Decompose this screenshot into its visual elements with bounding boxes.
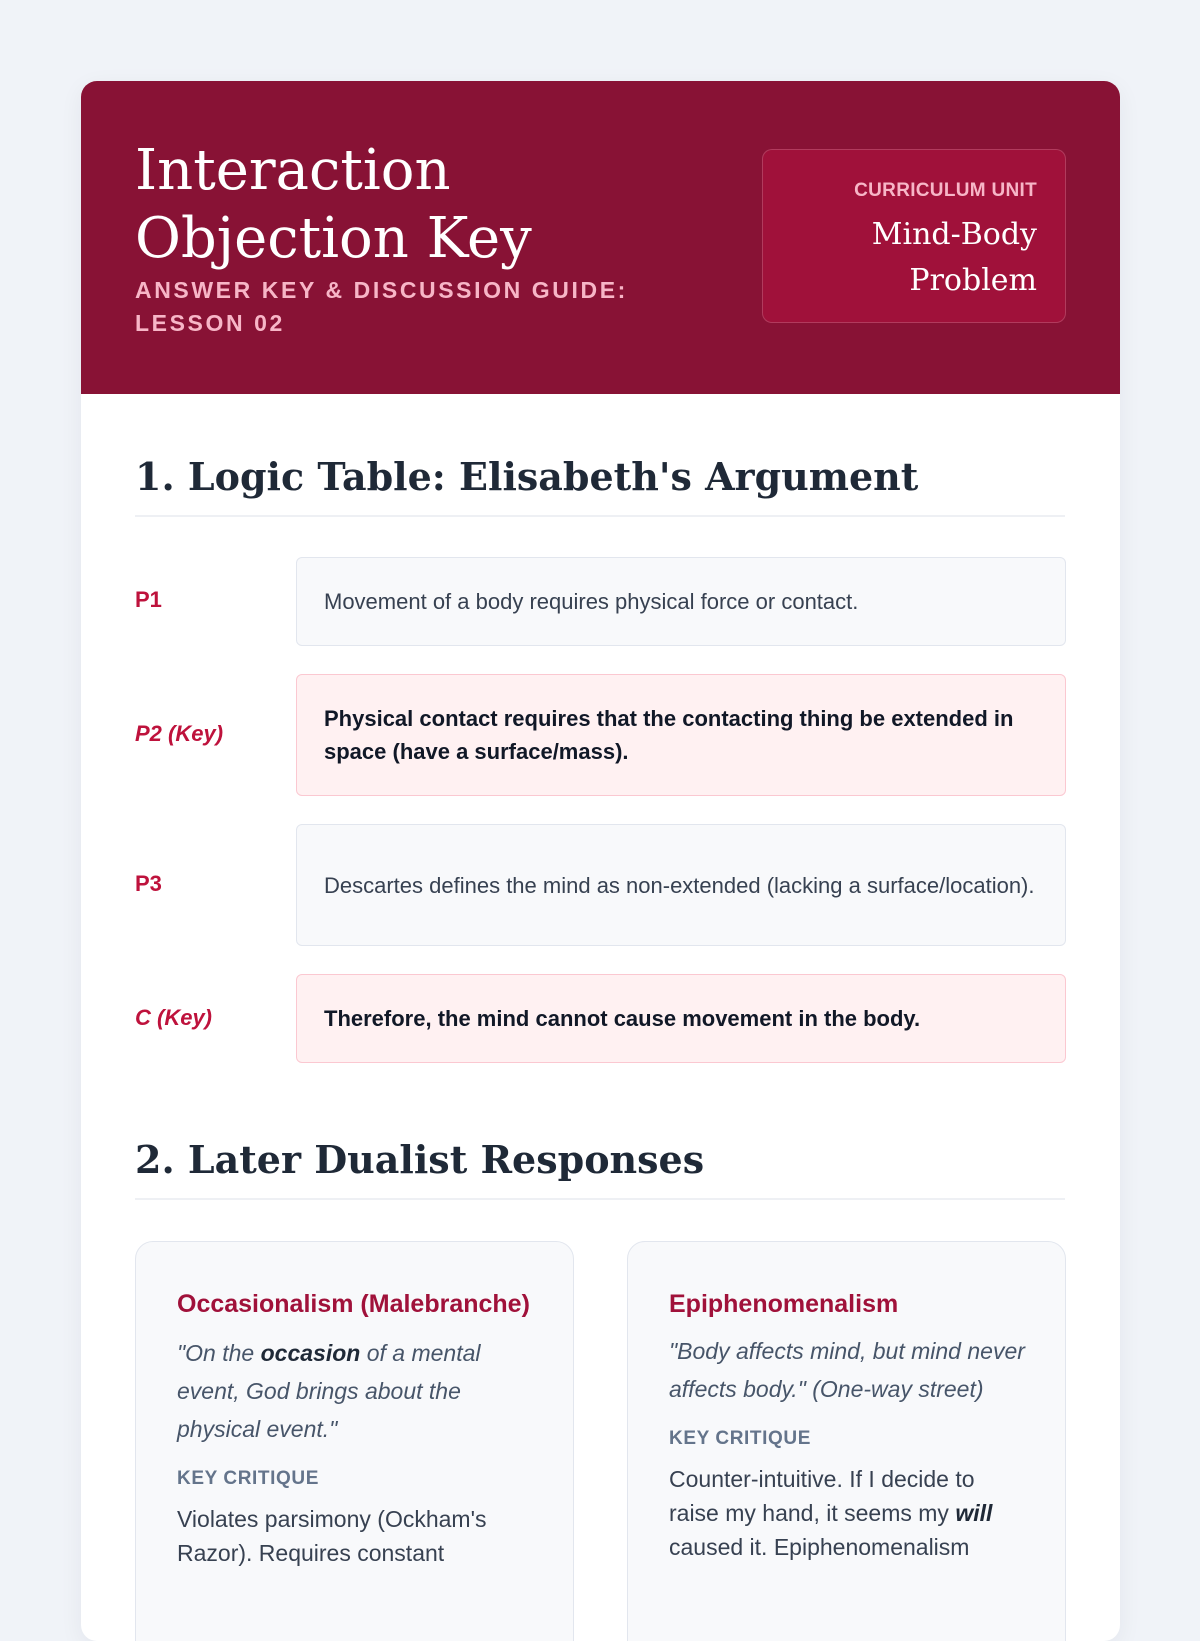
premise-text: Descartes defines the mind as non-extended (lacking a surface/location). <box>296 824 1066 946</box>
premise-text: Movement of a body requires physical force or contact. <box>296 557 1066 646</box>
critique-label: KEY CRITIQUE <box>669 1428 811 1449</box>
page-header <box>81 81 1120 394</box>
quote-emphasis: occasion <box>260 1340 361 1366</box>
card-title: Epiphenomenalism <box>669 1290 899 1318</box>
card-title: Occasionalism (Malebranche) <box>177 1290 530 1318</box>
epiphenomenalism-card <box>627 1241 1066 1641</box>
section-divider <box>135 1198 1065 1200</box>
curriculum-unit-value: Mind-Body Problem <box>871 217 1037 298</box>
critique-emphasis: will <box>955 1500 993 1526</box>
premise-label: P3 <box>135 871 162 896</box>
premise-label: P1 <box>135 587 162 612</box>
logic-table-heading: 1. Logic Table: Elisabeth's Argument <box>135 454 919 499</box>
card-quote: "On the occasion of a mental event, God brings about the physical event." <box>177 1340 481 1442</box>
curriculum-unit-badge <box>762 149 1066 323</box>
conclusion-text: Therefore, the mind cannot cause movement in the body. <box>296 974 1066 1063</box>
critique-text: Violates parsimony (Ockham's Razor). Requires constant <box>177 1506 487 1566</box>
critique-label: KEY CRITIQUE <box>177 1468 319 1489</box>
page-title: Interaction Objection Key <box>135 138 532 271</box>
section-divider <box>135 515 1065 517</box>
premise-label: P2 (Key) <box>135 721 224 746</box>
critique-text: Counter-intuitive. If I decide to raise my hand, it seems my will caused it. Epiphenomenalism <box>669 1466 993 1560</box>
curriculum-unit-label: CURRICULUM UNIT <box>854 180 1037 201</box>
premise-text: Physical contact requires that the contacting thing be extended in space (have a surface/mass). <box>296 674 1066 796</box>
occasionalism-card <box>135 1241 574 1641</box>
card-quote: "Body affects mind, but mind never affects body." (One-way street) <box>669 1338 1025 1402</box>
answer-key-sheet <box>81 81 1120 1641</box>
page-subtitle: ANSWER KEY & DISCUSSION GUIDE: LESSON 02 <box>135 277 628 336</box>
conclusion-label: C (Key) <box>135 1005 213 1030</box>
responses-heading: 2. Later Dualist Responses <box>135 1137 705 1182</box>
